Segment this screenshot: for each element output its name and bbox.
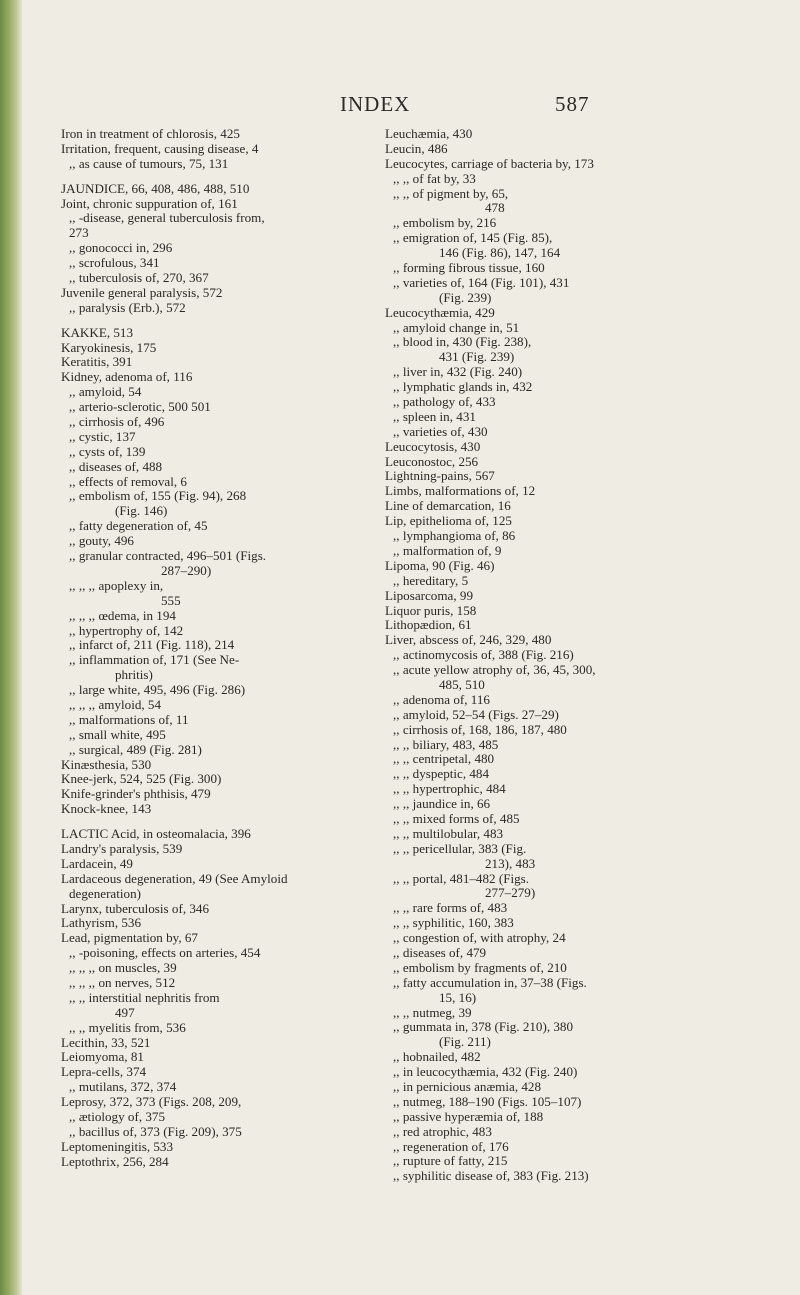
index-entry bbox=[385, 261, 775, 276]
index-entry-text: Kinæsthesia, 530 bbox=[61, 756, 152, 772]
index-entry bbox=[385, 738, 775, 753]
page-number: 587 bbox=[555, 92, 590, 116]
index-entry-text: ,, varieties of, 430 bbox=[393, 423, 488, 439]
index-entry bbox=[61, 1080, 381, 1095]
index-entry bbox=[385, 291, 775, 306]
index-entry bbox=[61, 286, 381, 301]
index-entry bbox=[61, 902, 381, 917]
index-entry bbox=[385, 440, 775, 455]
index-entry-text: Leptomeningitis, 533 bbox=[61, 1138, 174, 1154]
index-entry-text: ,, ,, portal, 481–482 (Figs. bbox=[393, 870, 530, 886]
index-entry bbox=[61, 1050, 381, 1065]
index-entry-text: Leiomyoma, 81 bbox=[61, 1049, 144, 1065]
index-entry-text: ,, arterio-sclerotic, 500 501 bbox=[69, 399, 211, 415]
index-entry bbox=[385, 574, 775, 589]
index-entry bbox=[61, 698, 381, 713]
index-entry bbox=[61, 991, 381, 1006]
index-entry bbox=[385, 1095, 775, 1110]
index-entry bbox=[61, 1021, 381, 1036]
index-entry bbox=[61, 142, 381, 157]
index-entry-text: ,, ,, rare forms of, 483 bbox=[393, 900, 508, 916]
index-entry bbox=[385, 886, 775, 901]
index-entry bbox=[385, 648, 775, 663]
index-entry-text: ,, ,, ,, amyloid, 54 bbox=[69, 696, 162, 712]
index-entry bbox=[61, 728, 381, 743]
index-entry bbox=[385, 380, 775, 395]
index-entry bbox=[61, 504, 381, 519]
index-entry-text: Landry's paralysis, 539 bbox=[61, 840, 183, 856]
index-entry bbox=[61, 609, 381, 624]
index-entry bbox=[385, 1035, 775, 1050]
index-entry-text: ,, forming fibrous tissue, 160 bbox=[393, 260, 545, 276]
index-entry-text: ,, embolism by, 216 bbox=[393, 215, 497, 231]
index-entry-text: ,, ,, of pigment by, 65, bbox=[393, 185, 509, 201]
index-entry bbox=[385, 961, 775, 976]
index-entry-text: ,, small white, 495 bbox=[69, 726, 166, 742]
index-entry bbox=[61, 887, 381, 902]
index-entry bbox=[61, 355, 381, 370]
book-binding-edge bbox=[0, 0, 22, 1295]
index-entry bbox=[61, 1140, 381, 1155]
index-entry bbox=[385, 335, 775, 350]
index-entry bbox=[385, 916, 775, 931]
index-entry-text: 213), 483 bbox=[485, 855, 536, 871]
index-entry-text: Lathyrism, 536 bbox=[61, 915, 142, 931]
index-entry-text: ,, lymphangioma of, 86 bbox=[393, 528, 516, 544]
index-entry-text: ,, malformations of, 11 bbox=[69, 711, 189, 727]
index-entry-text: ,, paralysis (Erb.), 572 bbox=[69, 299, 186, 315]
index-entry bbox=[385, 1154, 775, 1169]
index-entry bbox=[385, 246, 775, 261]
index-entry-text: ,, hobnailed, 482 bbox=[393, 1049, 481, 1065]
index-entry-text: 277–279) bbox=[485, 885, 536, 901]
index-entry bbox=[385, 752, 775, 767]
index-entry-text: ,, -disease, general tuberculosis from, bbox=[69, 210, 265, 226]
index-entry-text: 431 (Fig. 239) bbox=[439, 349, 515, 365]
index-entry-text: ,, congestion of, with atrophy, 24 bbox=[393, 930, 566, 946]
index-entry-text: Leprosy, 372, 373 (Figs. 208, 209, bbox=[61, 1094, 242, 1110]
index-entry bbox=[61, 931, 381, 946]
index-entry-text: Lithopædion, 61 bbox=[385, 617, 472, 633]
index-entry bbox=[61, 226, 381, 241]
index-entry-text: KAKKE, 513 bbox=[61, 324, 134, 340]
index-entry bbox=[61, 256, 381, 271]
index-entry-text: ,, malformation of, 9 bbox=[393, 542, 502, 558]
index-entry bbox=[61, 211, 381, 226]
index-entry bbox=[385, 544, 775, 559]
index-entry-text: (Fig. 239) bbox=[439, 289, 492, 305]
index-entry bbox=[385, 857, 775, 872]
index-entry bbox=[61, 182, 381, 197]
index-entry-text: ,, ,, ,, apoplexy in, bbox=[69, 577, 164, 593]
index-column-left bbox=[61, 127, 381, 1170]
index-entry bbox=[385, 693, 775, 708]
index-entry-text: (Fig. 211) bbox=[439, 1034, 491, 1050]
index-entry-text: 146 (Fig. 86), 147, 164 bbox=[439, 245, 561, 261]
index-entry-text: ,, cirrhosis of, 496 bbox=[69, 414, 165, 430]
index-entry-text: Knee-jerk, 524, 525 (Fig. 300) bbox=[61, 771, 222, 787]
index-entry bbox=[61, 489, 381, 504]
index-entry-text: Karyokinesis, 175 bbox=[61, 339, 157, 355]
index-entry bbox=[385, 529, 775, 544]
index-entry bbox=[385, 410, 775, 425]
index-entry bbox=[385, 708, 775, 723]
index-entry bbox=[385, 618, 775, 633]
index-entry bbox=[61, 1095, 381, 1110]
index-entry-text: Liquor puris, 158 bbox=[385, 602, 477, 618]
index-entry bbox=[61, 961, 381, 976]
index-entry-text: ,, inflammation of, 171 (See Ne- bbox=[69, 652, 240, 668]
index-entry-text: 15, 16) bbox=[439, 989, 477, 1005]
index-entry-text: ,, regeneration of, 176 bbox=[393, 1138, 509, 1154]
index-entry bbox=[385, 1020, 775, 1035]
index-entry-text: ,, gummata in, 378 (Fig. 210), 380 bbox=[393, 1019, 574, 1035]
index-entry-text: 273 bbox=[69, 225, 89, 241]
index-entry-text: Lightning-pains, 567 bbox=[385, 468, 495, 484]
index-entry bbox=[385, 678, 775, 693]
index-entry-text: ,, surgical, 489 (Fig. 281) bbox=[69, 741, 202, 757]
index-column-right bbox=[385, 127, 775, 1184]
index-entry-text: Leuchæmia, 430 bbox=[385, 126, 473, 141]
index-entry-text: ,, rupture of fatty, 215 bbox=[393, 1153, 508, 1169]
index-entry-text: ,, cysts of, 139 bbox=[69, 443, 146, 459]
index-entry bbox=[61, 241, 381, 256]
index-entry bbox=[385, 842, 775, 857]
index-entry bbox=[61, 638, 381, 653]
index-entry-text: ,, hypertrophy of, 142 bbox=[69, 622, 184, 638]
index-entry bbox=[61, 758, 381, 773]
index-entry bbox=[61, 475, 381, 490]
index-entry bbox=[385, 469, 775, 484]
index-entry bbox=[385, 127, 775, 142]
index-entry bbox=[61, 842, 381, 857]
index-entry bbox=[61, 624, 381, 639]
index-entry bbox=[385, 1169, 775, 1184]
index-entry bbox=[385, 991, 775, 1006]
index-entry-text: ,, acute yellow atrophy of, 36, 45, 300, bbox=[393, 662, 596, 678]
index-entry bbox=[61, 157, 381, 172]
index-entry-text: Iron in treatment of chlorosis, 425 bbox=[61, 126, 240, 141]
index-entry-text: Lip, epithelioma of, 125 bbox=[385, 513, 512, 529]
index-entry-text: Larynx, tuberculosis of, 346 bbox=[61, 900, 210, 916]
index-entry-text: Kidney, adenoma of, 116 bbox=[61, 369, 193, 385]
index-entry-text: ,, embolism of, 155 (Fig. 94), 268 bbox=[69, 488, 247, 504]
index-entry-text: degeneration) bbox=[69, 885, 141, 901]
index-entry-text: ,, bacillus of, 373 (Fig. 209), 375 bbox=[69, 1123, 242, 1139]
index-entry-text: ,, amyloid change in, 51 bbox=[393, 319, 520, 335]
index-entry bbox=[385, 1125, 775, 1140]
index-entry-text: ,, cystic, 137 bbox=[69, 428, 136, 444]
index-entry bbox=[385, 157, 775, 172]
index-entry-text: Leucocythæmia, 429 bbox=[385, 304, 495, 320]
index-entry bbox=[61, 460, 381, 475]
index-entry bbox=[61, 1155, 381, 1170]
index-entry bbox=[61, 385, 381, 400]
index-entry-text: Lardacein, 49 bbox=[61, 855, 133, 871]
index-entry-text: ,, in leucocythæmia, 432 (Fig. 240) bbox=[393, 1064, 578, 1080]
index-entry bbox=[61, 827, 381, 842]
index-entry-text: ,, red atrophic, 483 bbox=[393, 1123, 492, 1139]
index-entry-text: ,, ,, ,, on nerves, 512 bbox=[69, 974, 176, 990]
index-entry bbox=[61, 445, 381, 460]
index-entry bbox=[61, 916, 381, 931]
index-entry-text: Knock-knee, 143 bbox=[61, 801, 152, 817]
index-entry-text: ,, ,, dyspeptic, 484 bbox=[393, 766, 490, 782]
index-entry bbox=[61, 549, 381, 564]
index-entry bbox=[61, 579, 381, 594]
index-entry-text: ,, large white, 495, 496 (Fig. 286) bbox=[69, 682, 246, 698]
index-entry-text: ,, ,, of fat by, 33 bbox=[393, 170, 476, 186]
index-entry-text: ,, ,, syphilitic, 160, 383 bbox=[393, 915, 514, 931]
index-entry bbox=[61, 713, 381, 728]
index-entry-text: ,, amyloid, 52–54 (Figs. 27–29) bbox=[393, 706, 559, 722]
index-entry-text: ,, -poisoning, effects on arteries, 454 bbox=[69, 945, 261, 961]
index-entry-text: ,, ,, centripetal, 480 bbox=[393, 751, 495, 767]
index-entry bbox=[61, 872, 381, 887]
index-entry-text: Lead, pigmentation by, 67 bbox=[61, 930, 198, 946]
index-entry bbox=[61, 653, 381, 668]
index-entry bbox=[385, 589, 775, 604]
index-entry-text: ,, ,, jaundice in, 66 bbox=[393, 796, 491, 812]
index-entry bbox=[61, 370, 381, 385]
index-entry-text: ,, effects of removal, 6 bbox=[69, 473, 187, 489]
index-entry bbox=[61, 519, 381, 534]
index-entry bbox=[61, 743, 381, 758]
index-entry bbox=[61, 1065, 381, 1080]
index-entry bbox=[61, 1006, 381, 1021]
index-entry bbox=[385, 663, 775, 678]
index-entry-text: ,, passive hyperæmia of, 188 bbox=[393, 1108, 544, 1124]
index-entry-text: Line of demarcation, 16 bbox=[385, 498, 511, 514]
index-entry-text: ,, ,, pericellular, 383 (Fig. bbox=[393, 840, 527, 856]
index-entry-text: ,, ,, interstitial nephritis from bbox=[69, 989, 220, 1005]
index-entry bbox=[385, 499, 775, 514]
index-entry-text: Leuconostoc, 256 bbox=[385, 453, 479, 469]
index-entry-text: JAUNDICE, 66, 408, 486, 488, 510 bbox=[61, 180, 250, 196]
index-entry bbox=[61, 271, 381, 286]
index-entry-text: Lepra-cells, 374 bbox=[61, 1064, 147, 1080]
index-entry-text: ,, fatty degeneration of, 45 bbox=[69, 518, 208, 534]
index-entry-text: ,, tuberculosis of, 270, 367 bbox=[69, 270, 209, 286]
index-entry-text: ,, actinomycosis of, 388 (Fig. 216) bbox=[393, 647, 574, 663]
index-entry-text: ,, amyloid, 54 bbox=[69, 384, 142, 400]
index-entry-text: Lardaceous degeneration, 49 (See Amyloid bbox=[61, 870, 288, 886]
index-entry-text: ,, ,, ,, œdema, in 194 bbox=[69, 607, 176, 623]
index-entry-text: 485, 510 bbox=[439, 676, 485, 692]
index-entry-text: (Fig. 146) bbox=[115, 503, 168, 519]
index-entry-text: ,, ,, multilobular, 483 bbox=[393, 825, 504, 841]
index-entry-text: ,, ,, hypertrophic, 484 bbox=[393, 781, 506, 797]
index-entry-text: ,, spleen in, 431 bbox=[393, 408, 476, 424]
index-entry bbox=[61, 127, 381, 142]
index-entry-text: ,, ,, myelitis from, 536 bbox=[69, 1019, 186, 1035]
index-entry bbox=[385, 1050, 775, 1065]
index-entry-text: ,, syphilitic disease of, 383 (Fig. 213) bbox=[393, 1168, 589, 1184]
index-entry-text: Irritation, frequent, causing disease, 4 bbox=[61, 140, 259, 156]
index-entry-text: ,, gouty, 496 bbox=[69, 533, 134, 549]
index-entry bbox=[61, 301, 381, 316]
index-entry bbox=[61, 534, 381, 549]
index-entry bbox=[385, 872, 775, 887]
index-entry-text: Juvenile general paralysis, 572 bbox=[61, 284, 223, 300]
index-entry bbox=[385, 172, 775, 187]
index-entry bbox=[385, 946, 775, 961]
index-entry-text: Leptothrix, 256, 284 bbox=[61, 1153, 169, 1169]
index-entry bbox=[385, 976, 775, 991]
index-entry bbox=[61, 197, 381, 212]
index-entry-text: Limbs, malformations of, 12 bbox=[385, 483, 536, 499]
index-entry-text: ,, granular contracted, 496–501 (Figs. bbox=[69, 548, 267, 564]
index-entry-text: 478 bbox=[485, 200, 505, 216]
index-entry-text: 497 bbox=[115, 1004, 135, 1020]
index-entry bbox=[385, 484, 775, 499]
index-entry-text: Joint, chronic suppuration of, 161 bbox=[61, 195, 238, 211]
index-entry-text: Lecithin, 33, 521 bbox=[61, 1034, 151, 1050]
index-entry bbox=[385, 767, 775, 782]
index-entry-text: Liposarcoma, 99 bbox=[385, 587, 473, 603]
index-entry bbox=[385, 321, 775, 336]
index-entry-text: ,, in pernicious anæmia, 428 bbox=[393, 1079, 542, 1094]
index-entry bbox=[385, 782, 775, 797]
index-entry bbox=[385, 604, 775, 619]
index-entry bbox=[385, 231, 775, 246]
index-entry bbox=[61, 772, 381, 787]
index-entry bbox=[61, 683, 381, 698]
index-entry-text: ,, ,, ,, on muscles, 39 bbox=[69, 960, 177, 976]
index-entry-text: ,, fatty accumulation in, 37–38 (Figs. bbox=[393, 974, 587, 990]
index-entry bbox=[61, 802, 381, 817]
index-entry-text: phritis) bbox=[115, 667, 153, 683]
index-entry-text: ,, mutilans, 372, 374 bbox=[69, 1079, 177, 1095]
index-entry bbox=[61, 976, 381, 991]
index-entry bbox=[385, 216, 775, 231]
index-entry bbox=[61, 668, 381, 683]
index-entry-text: Leucocytes, carriage of bacteria by, 173 bbox=[385, 155, 594, 171]
index-entry-text: ,, as cause of tumours, 75, 131 bbox=[69, 155, 229, 171]
index-entry-text: ,, lymphatic glands in, 432 bbox=[393, 379, 533, 395]
index-entry-text: ,, diseases of, 488 bbox=[69, 458, 163, 474]
index-entry bbox=[61, 946, 381, 961]
index-entry bbox=[61, 326, 381, 341]
index-entry bbox=[385, 455, 775, 470]
index-entry bbox=[61, 1036, 381, 1051]
index-entry bbox=[385, 395, 775, 410]
index-entry bbox=[61, 787, 381, 802]
index-entry bbox=[385, 827, 775, 842]
index-entry-text: ,, ætiology of, 375 bbox=[69, 1109, 166, 1124]
index-entry-text: ,, embolism by fragments of, 210 bbox=[393, 959, 567, 975]
index-entry-text: LACTIC Acid, in osteomalacia, 396 bbox=[61, 826, 251, 842]
index-entry bbox=[61, 857, 381, 872]
index-entry bbox=[385, 1006, 775, 1021]
index-entry bbox=[61, 1125, 381, 1140]
index-entry-text: Leucocytosis, 430 bbox=[385, 438, 481, 454]
index-entry bbox=[385, 187, 775, 202]
index-entry-text: ,, pathology of, 433 bbox=[393, 394, 496, 410]
index-entry-text: ,, varieties of, 164 (Fig. 101), 431 bbox=[393, 274, 570, 290]
index-entry-text: ,, ,, nutmeg, 39 bbox=[393, 1004, 472, 1020]
index-entry bbox=[385, 425, 775, 440]
index-entry bbox=[385, 1080, 775, 1095]
index-entry-text: ,, adenoma of, 116 bbox=[393, 691, 490, 707]
index-entry-text: 555 bbox=[161, 592, 181, 608]
index-entry bbox=[61, 1110, 381, 1125]
index-entry-text: ,, liver in, 432 (Fig. 240) bbox=[393, 364, 523, 380]
index-entry-text: ,, ,, mixed forms of, 485 bbox=[393, 810, 520, 826]
index-entry bbox=[61, 400, 381, 415]
index-entry bbox=[385, 812, 775, 827]
index-entry-text: ,, emigration of, 145 (Fig. 85), bbox=[393, 230, 553, 246]
index-entry-text: ,, blood in, 430 (Fig. 238), bbox=[393, 334, 532, 350]
index-entry bbox=[385, 306, 775, 321]
index-entry-text: 287–290) bbox=[161, 562, 212, 578]
index-entry bbox=[385, 931, 775, 946]
index-entry bbox=[61, 415, 381, 430]
index-entry-text: ,, hereditary, 5 bbox=[393, 572, 469, 588]
index-entry bbox=[385, 365, 775, 380]
index-entry bbox=[385, 1140, 775, 1155]
index-entry bbox=[385, 1110, 775, 1125]
index-entry bbox=[385, 276, 775, 291]
index-entry-text: ,, ,, biliary, 483, 485 bbox=[393, 736, 499, 752]
index-entry bbox=[61, 430, 381, 445]
index-entry bbox=[385, 633, 775, 648]
index-entry-text: ,, diseases of, 479 bbox=[393, 944, 487, 960]
page-title: INDEX bbox=[340, 92, 411, 116]
index-entry bbox=[385, 797, 775, 812]
index-entry-text: ,, scrofulous, 341 bbox=[69, 255, 160, 271]
index-entry bbox=[385, 201, 775, 216]
index-entry bbox=[385, 514, 775, 529]
index-entry bbox=[61, 594, 381, 609]
index-entry-text: Knife-grinder's phthisis, 479 bbox=[61, 786, 211, 802]
index-entry-text: Liver, abscess of, 246, 329, 480 bbox=[385, 632, 552, 648]
index-entry bbox=[385, 350, 775, 365]
index-entry bbox=[385, 1065, 775, 1080]
index-entry-text: ,, nutmeg, 188–190 (Figs. 105–107) bbox=[393, 1093, 582, 1109]
index-entry bbox=[61, 341, 381, 356]
index-entry-text: ,, cirrhosis of, 168, 186, 187, 480 bbox=[393, 721, 567, 737]
index-entry bbox=[385, 142, 775, 157]
index-entry-text: Leucin, 486 bbox=[385, 140, 448, 156]
index-entry-text: ,, infarct of, 211 (Fig. 118), 214 bbox=[69, 637, 235, 653]
index-entry-text: Keratitis, 391 bbox=[61, 354, 133, 370]
index-entry bbox=[385, 901, 775, 916]
index-entry bbox=[385, 559, 775, 574]
index-entry-text: Lipoma, 90 (Fig. 46) bbox=[385, 557, 495, 573]
index-entry bbox=[385, 723, 775, 738]
index-entry-text: ,, gonococci in, 296 bbox=[69, 240, 173, 256]
index-entry bbox=[61, 564, 381, 579]
